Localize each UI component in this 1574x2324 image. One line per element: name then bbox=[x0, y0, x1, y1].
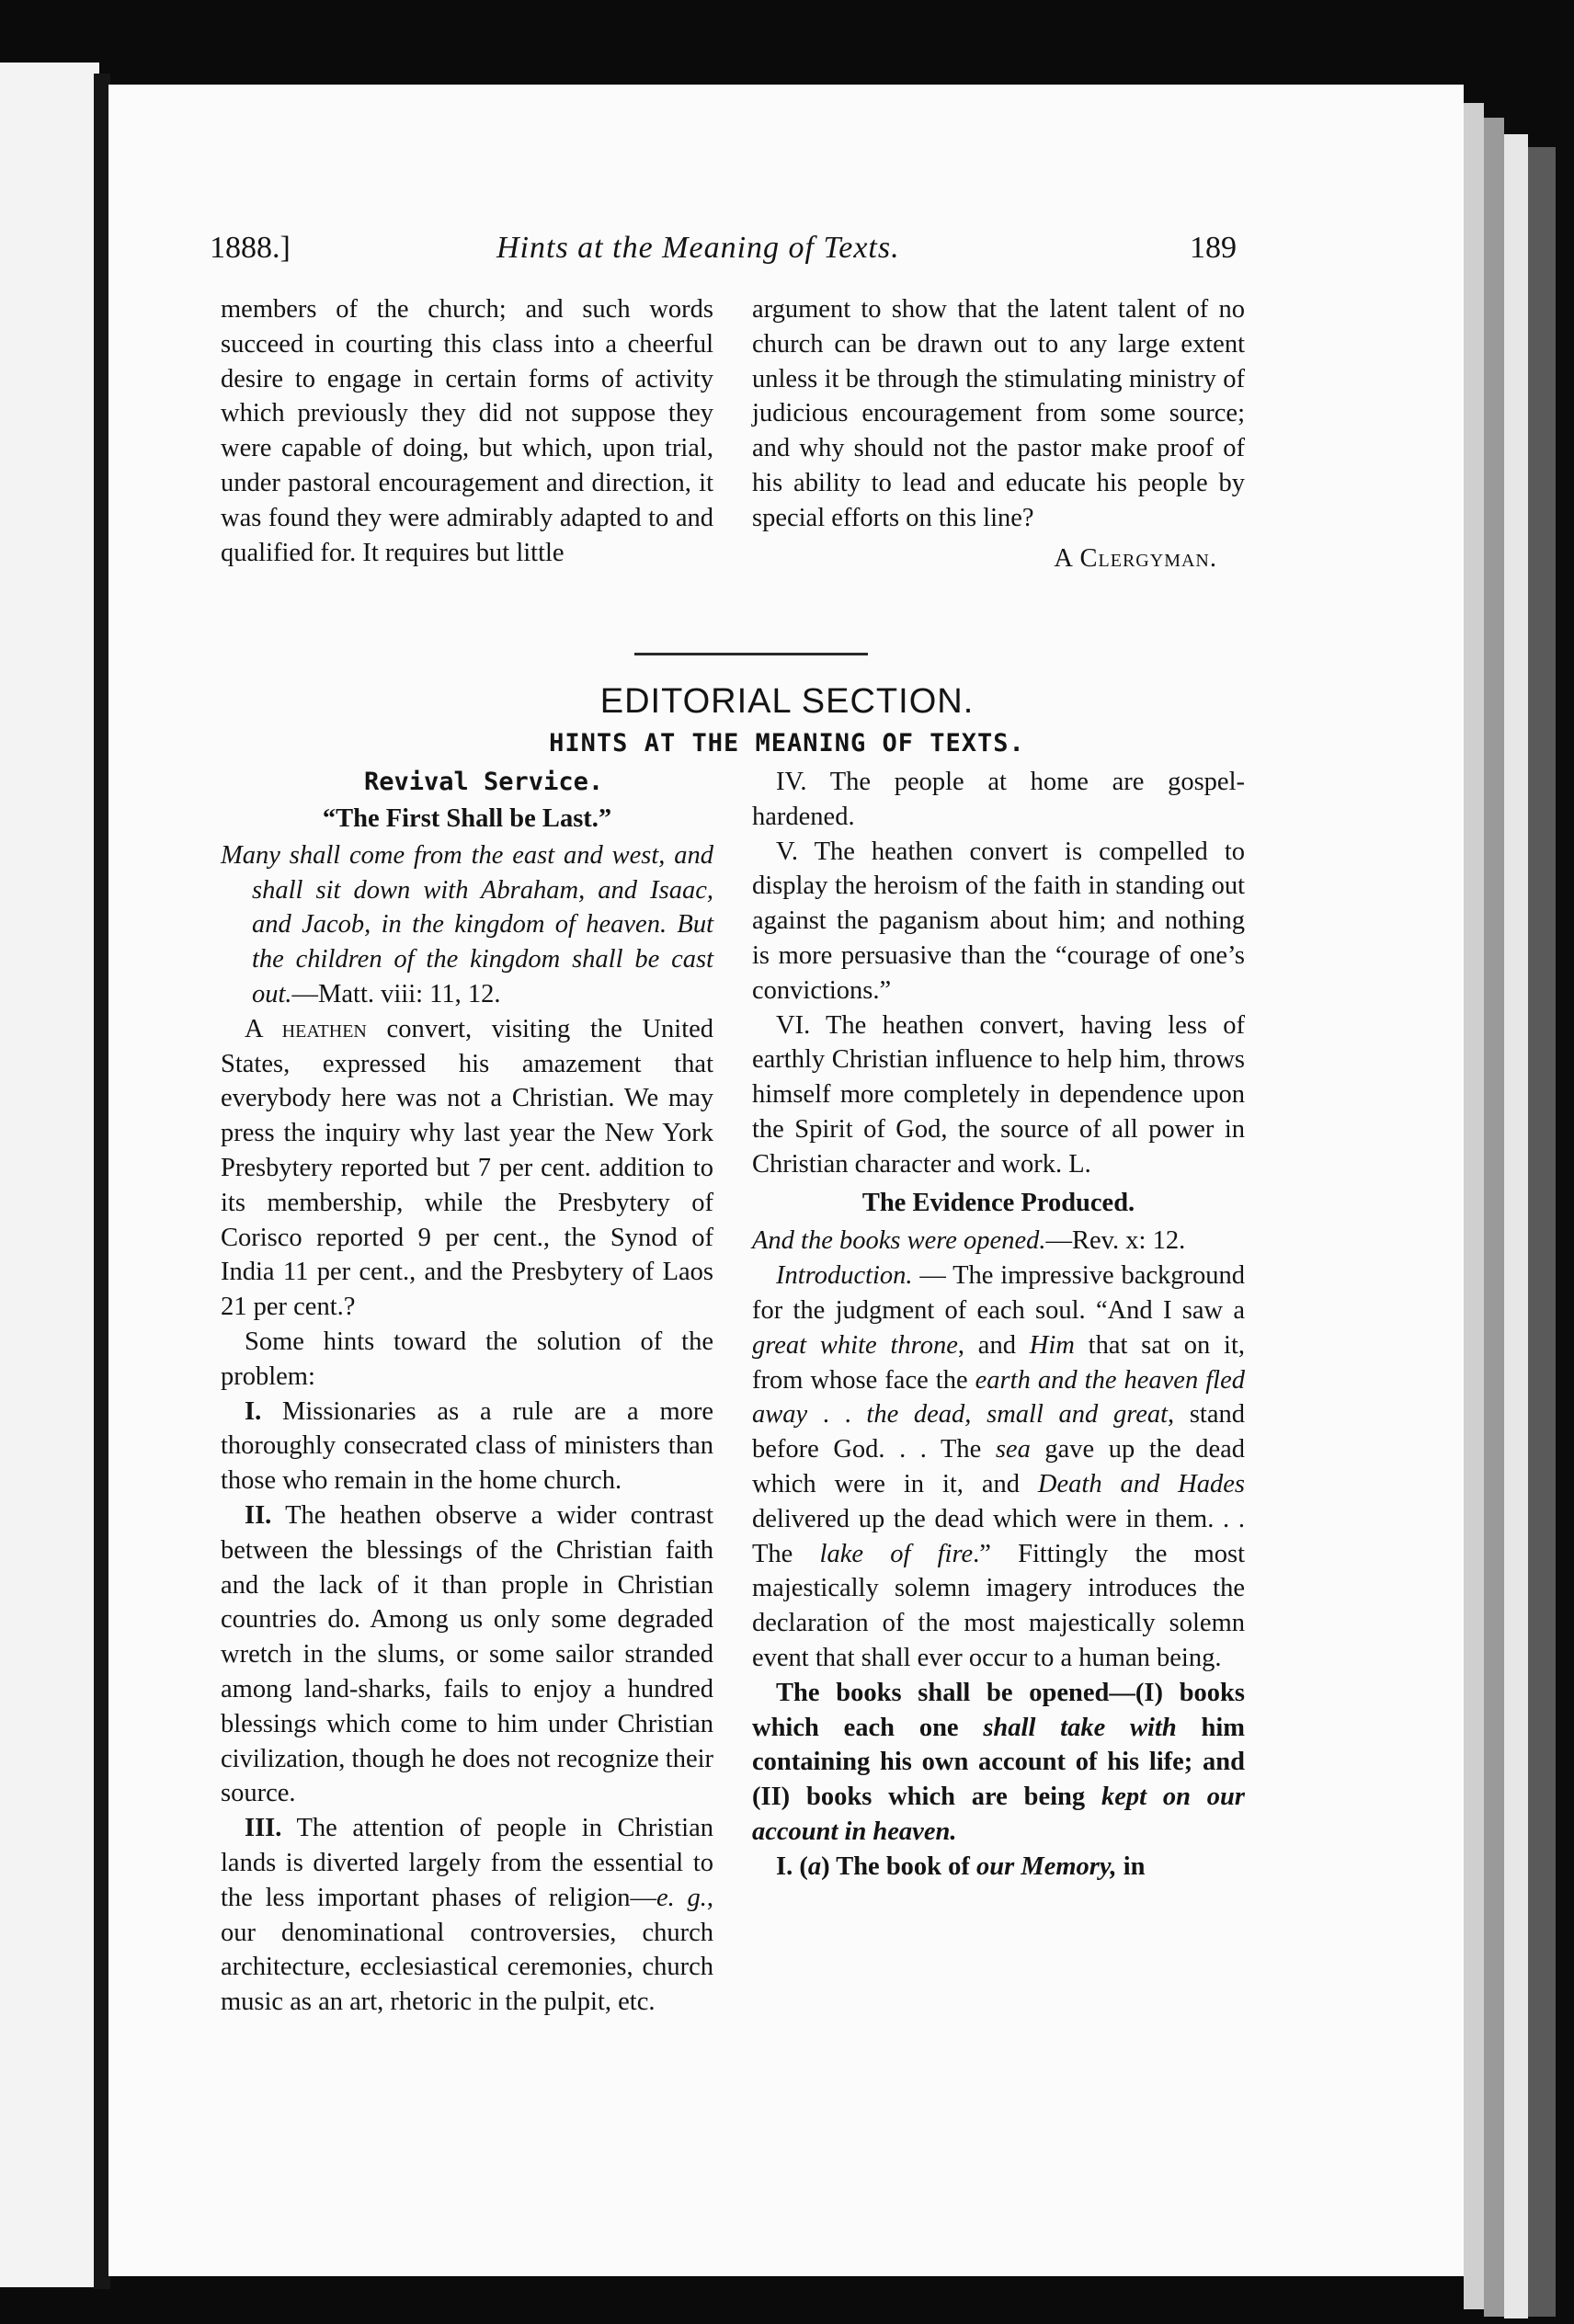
point-text: , our denominational controversies, church architecture, ecclesiastical ceremonies, church music as an art, rhetoric in the pulpit, etc. bbox=[221, 1883, 714, 2017]
paragraph-text: The books shall be opened—(I) books which each one bbox=[752, 1678, 1245, 1742]
page-edges bbox=[1528, 147, 1556, 2317]
section-divider bbox=[634, 653, 868, 655]
paragraph-text: him containing his own account of his life; and (II) books which are being bbox=[752, 1713, 1245, 1812]
continued-paragraph-right: argument to show that the latent talent of no church can be drawn out to any large extent unless it be through the stimulating ministry of judicious encouragement from some source; and why should not the pastor make proof of his ability to lead and educate his people by special efforts on this line? bbox=[752, 295, 1245, 532]
point-number: I. bbox=[245, 1396, 262, 1426]
point-text: e. g. bbox=[656, 1883, 707, 1912]
paragraph-text: , stand before God. . . The bbox=[752, 1400, 1245, 1464]
emphasis: earth and the heaven fled away bbox=[752, 1365, 1245, 1430]
point bbox=[221, 1498, 713, 1811]
intro-label: Introduction. bbox=[776, 1261, 913, 1291]
signature: A Clergyman. bbox=[1054, 543, 1217, 573]
paragraph-text: , and bbox=[957, 1330, 1030, 1360]
paragraph-text: . . bbox=[807, 1400, 867, 1430]
header-year: 1888.] bbox=[210, 231, 291, 265]
point-text: The heathen observe a wider contrast between the blessings of the Christian faith and the lack of it than prople in Christian countries do. Among us only some degraded wretch in the slums, or some sailor stranded among land-sharks, fails to enjoy a hundred blessings which come to him under Christian civilization, though he does not recognize their source. bbox=[221, 1500, 713, 1808]
scripture-quote: Many shall come from the east and west, and shall sit down with Abraham, and Isaac, and Jacob, in the kingdom of heaven. But the children of the kingdom shall be cast out. bbox=[221, 840, 713, 1008]
emphasis: sea bbox=[995, 1435, 1031, 1464]
scripture-reference: —Matt. viii: 11, 12. bbox=[291, 979, 501, 1008]
continued-paragraph: members of the church; and such words succeed in courting this class into a cheerful desire to engage in certain forms of activity which previously they did not suppose they were capable of doing, but which, upon trial, under pastoral encouragement and direction, it was found they were admirably adapted to and qualified for. It requires but little bbox=[221, 295, 713, 567]
emphasis: lake of fire bbox=[819, 1539, 974, 1568]
paragraph-text: that sat on it, from whose face the bbox=[752, 1330, 1245, 1395]
scripture-reference: —Rev. x: 12. bbox=[1045, 1226, 1186, 1256]
point bbox=[221, 1811, 713, 2020]
point-text: The heathen convert is compelled to display the heroism of the faith in standing out against the paganism about him; and nothing is more persuasive than the “courage of one’s convictions.” bbox=[752, 837, 1245, 1005]
paragraph-text: ) The book of bbox=[821, 1851, 977, 1881]
point-number: III. bbox=[245, 1814, 282, 1843]
emphasis: shall take with bbox=[983, 1713, 1177, 1742]
paragraph-text: .” Fittingly the most majestically solemn imagery introduces the declaration of the most majestically solemn event that shall ever occur to a human being. bbox=[752, 1539, 1245, 1672]
paragraph-text: — The impressive background for the judgment of each soul. “And I saw a bbox=[752, 1261, 1245, 1325]
page-number: 189 bbox=[1190, 231, 1237, 265]
scripture-text bbox=[752, 1224, 1245, 1259]
section-title: EDITORIAL SECTION. bbox=[599, 682, 975, 721]
point-number: V. bbox=[776, 837, 799, 866]
section-subtitle: HINTS AT THE MEANING OF TEXTS. bbox=[549, 729, 1025, 758]
facing-page-edge bbox=[0, 63, 99, 2287]
paragraph bbox=[752, 1676, 1245, 1850]
paragraph bbox=[752, 1259, 1245, 1676]
revival-heading: Revival Service. bbox=[364, 768, 604, 796]
point-text: Missionaries as a rule are a more thoroughly consecrated class of ministers than those who remain in the home church. bbox=[221, 1396, 713, 1496]
paragraph-text: delivered up the dead which were in them. . . The bbox=[752, 1504, 1245, 1568]
point-number: II. bbox=[245, 1500, 272, 1530]
point-number: VI. bbox=[776, 1010, 811, 1040]
paragraph-text: I. ( bbox=[776, 1851, 808, 1881]
running-title: Hints at the Meaning of Texts. bbox=[496, 231, 900, 265]
page-edges bbox=[1504, 134, 1528, 2318]
paragraph bbox=[752, 1850, 1245, 1885]
paragraph-text: in bbox=[1116, 1851, 1146, 1881]
point bbox=[752, 835, 1245, 1008]
paragraph-text: gave up the dead which were in it, and bbox=[752, 1435, 1246, 1498]
emphasis: kept on our account in heaven. bbox=[752, 1783, 1245, 1846]
point bbox=[221, 1395, 713, 1498]
page-edges bbox=[1484, 118, 1504, 2317]
emphasis: a bbox=[807, 1851, 822, 1881]
emphasis: great white throne bbox=[752, 1330, 958, 1360]
emphasis: Death and Hades bbox=[1037, 1469, 1245, 1498]
scripture-quote: And the books were opened. bbox=[752, 1226, 1046, 1256]
top-left-column bbox=[221, 292, 713, 570]
paragraph bbox=[221, 1012, 713, 1325]
bottom-right-column bbox=[752, 765, 1245, 1885]
paragraph: Some hints toward the solution of the problem: bbox=[221, 1327, 713, 1391]
lead-words: A heathen bbox=[245, 1014, 367, 1043]
bottom-left-column bbox=[221, 765, 713, 2020]
top-right-column bbox=[752, 292, 1245, 575]
point bbox=[752, 1008, 1245, 1182]
emphasis: Him bbox=[1029, 1330, 1075, 1360]
point-text: The attention of people in Christian lands is diverted largely from the essential to the less important phases of religion— bbox=[221, 1814, 713, 1912]
point-number: IV. bbox=[776, 768, 807, 796]
sermon-title: “The First Shall be Last.” bbox=[322, 804, 612, 833]
evidence-heading: The Evidence Produced. bbox=[861, 1188, 1135, 1217]
emphasis: our Memory, bbox=[976, 1851, 1117, 1881]
point bbox=[752, 765, 1245, 835]
point-text: The people at home are gospel-hardened. bbox=[752, 768, 1245, 831]
point-text: The heathen convert, having less of earthly Christian influence to help him, throws himself more completely in dependence upon the Spirit of God, the source of all power in Christian character and work. L. bbox=[752, 1010, 1245, 1179]
scripture-text bbox=[221, 838, 713, 1012]
paragraph-text: convert, visiting the United States, expressed his amazement that everybody here was not a Christian. We may press the inquiry why last year the New York Presbytery reported but 7 per cent. addition to its membership, while the Presbytery of Corisco reported 9 per cent., the Synod of India 11 per cent., and the Presbytery of Laos 21 per cent.? bbox=[221, 1014, 714, 1322]
emphasis: the dead, small and great bbox=[866, 1400, 1169, 1430]
page-edges bbox=[1464, 103, 1484, 2309]
